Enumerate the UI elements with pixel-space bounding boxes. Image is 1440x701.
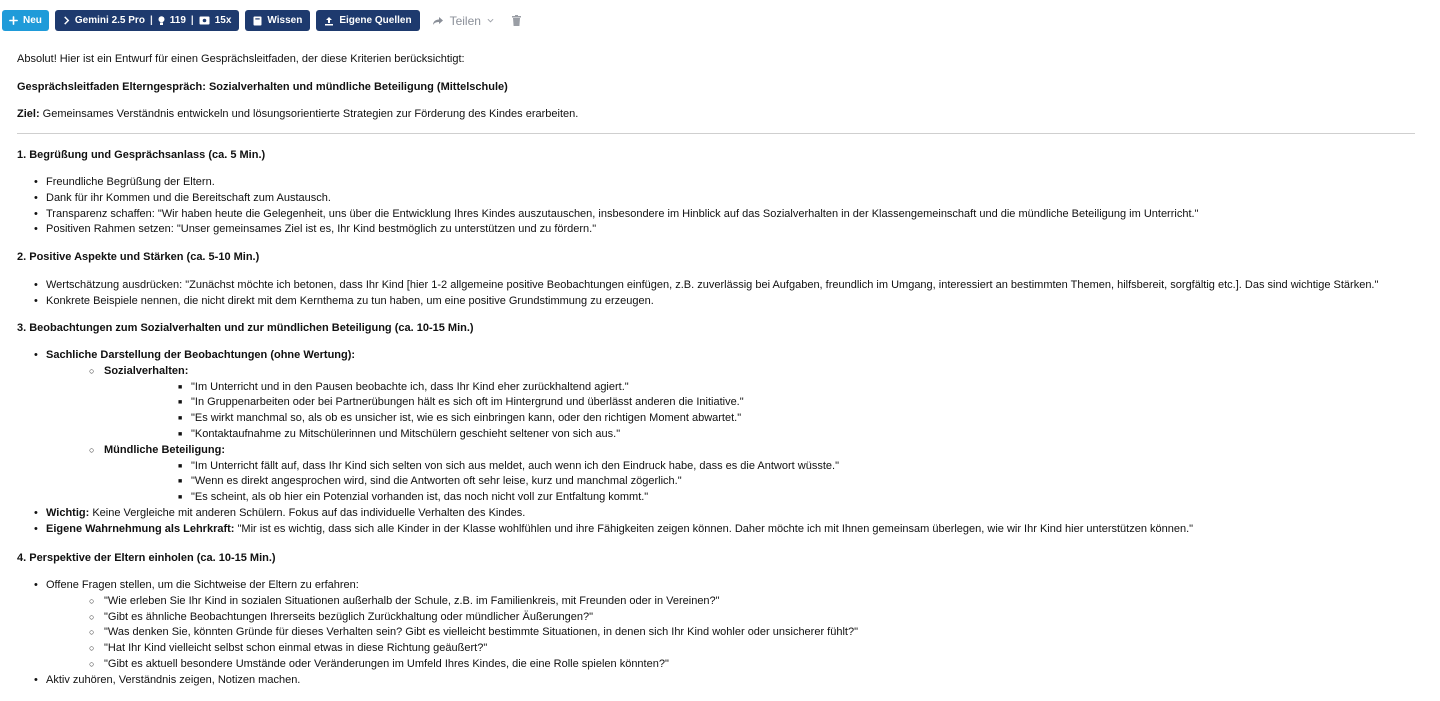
social-label: Sozialverhalten:	[104, 364, 189, 377]
new-button[interactable]	[2, 10, 49, 31]
share-label: Teilen	[449, 13, 481, 28]
important-text: Keine Vergleiche mit anderen Schülern. Fokus auf das individuelle Verhalten des Kindes.	[89, 506, 526, 519]
list-item	[17, 578, 858, 673]
questions-sublist	[46, 594, 858, 673]
list-item: ■ "In Gruppenarbeiten oder bei Partnerübungen hält es sich oft im Hintergrund und überlässt anderen die Initiative."	[104, 395, 1193, 411]
list-item: ○ "Was denken Sie, könnten Gründe für dieses Verhalten sein? Gibt es vielleicht bestimmte Situationen, in denen sich Ihr Kind wohler oder unsicherer fühlt?"	[46, 625, 858, 641]
new-button-label: Neu	[23, 15, 42, 26]
list-item	[17, 522, 1193, 538]
chevron-down-icon	[487, 18, 494, 23]
share-arrow-icon	[432, 16, 444, 26]
plus-icon	[9, 16, 18, 25]
chat-response	[17, 41, 1415, 701]
separator: |	[190, 15, 194, 26]
list-item: ■ "Im Unterricht und in den Pausen beobachte ich, dass Ihr Kind eher zurückhaltend agiert."	[104, 380, 1193, 396]
divider	[17, 133, 1415, 134]
media-count: 15x	[214, 15, 232, 26]
list-item: ■ "Es wirkt manchmal so, als ob es unsicher ist, wie es sich einbringen kann, oder den richtigen Moment abwartet."	[104, 411, 1193, 427]
list-item: ○ "Gibt es ähnliche Beobachtungen Ihrerseits bezüglich Zurückhaltung oder mündlicher Äußerungen?"	[46, 610, 858, 626]
list-item: • Positiven Rahmen setzen: "Unser gemeinsames Ziel ist es, Ihr Kind bestmöglich zu unterstützen und zu fördern."	[17, 222, 1198, 238]
idea-count: 119	[169, 15, 186, 26]
doc-title: Gesprächsleitfaden Elterngespräch: Sozialverhalten und mündliche Beteiligung (Mittelschule)	[17, 81, 508, 93]
list-item: ■ "Wenn es direkt angesprochen wird, sind die Antworten oft sehr leise, kurz und manchmal zögerlich."	[104, 474, 1193, 490]
section-3-list	[17, 348, 1193, 538]
perception-label: Eigene Wahrnehmung als Lehrkraft:	[46, 522, 235, 535]
list-item: • Aktiv zuhören, Verständnis zeigen, Notizen machen.	[17, 673, 858, 689]
section-1-list	[17, 175, 1198, 238]
model-label: Gemini 2.5 Pro	[74, 15, 145, 26]
list-item: • Wertschätzung ausdrücken: "Zunächst möchte ich betonen, dass Ihr Kind [hier 1-2 allgemeine positive Beobachtungen einfügen, z.B. zuverlässig bei Aufgaben, freundlich im Umgang, interessiert an bestimmten Themen, hilfsbereit, sorgfältig etc.]. Das sind wichtige Stärken."	[17, 278, 1378, 294]
knowledge-label: Wissen	[267, 15, 303, 26]
oral-sublist	[104, 459, 1193, 506]
observations-sublist	[46, 364, 1193, 506]
section-heading: 2. Positive Aspekte und Stärken (ca. 5-10 Min.)	[17, 251, 260, 263]
knowledge-button[interactable]	[245, 10, 310, 31]
list-item	[17, 506, 1193, 522]
list-item	[17, 348, 1193, 506]
list-item: ○ "Wie erleben Sie Ihr Kind in sozialen Situationen außerhalb der Schule, z.B. im Familienkreis, mit Freunden oder in Vereinen?"	[46, 594, 858, 610]
section-heading: 1. Begrüßung und Gesprächsanlass (ca. 5 Min.)	[17, 149, 266, 161]
list-item	[46, 364, 1193, 443]
perception-text: "Mir ist es wichtig, dass sich alle Kinder in der Klasse wohlfühlen und ihre Fähigkeiten zeigen können. Daher möchte ich mit Ihnen gemeinsam überlegen, wie wir Ihr Kind hier unterstützen können."	[234, 522, 1194, 535]
list-item: ○ "Hat Ihr Kind vielleicht selbst schon einmal etwas in diese Richtung geäußert?"	[46, 641, 858, 657]
goal-label: Ziel:	[17, 108, 40, 120]
lightbulb-icon	[158, 16, 165, 26]
intro-text: Absolut! Hier ist ein Entwurf für einen Gesprächsleitfaden, der diese Kriterien berücksichtigt:	[17, 53, 465, 65]
list-item: ■ "Im Unterricht fällt auf, dass Ihr Kind sich selten von sich aus meldet, auch wenn ich den Eindruck habe, dass es die Antwort wüsste."	[104, 459, 1193, 475]
model-selector-button[interactable]	[55, 10, 239, 31]
share-button[interactable]	[426, 10, 500, 31]
upload-icon	[324, 16, 334, 26]
own-sources-button[interactable]	[316, 10, 419, 31]
list-item	[46, 443, 1193, 506]
separator: |	[149, 15, 153, 26]
list-item: ■ "Es scheint, als ob hier ein Potenzial vorhanden ist, das noch nicht voll zur Entfaltung kommt."	[104, 490, 1193, 506]
list-item: • Dank für ihr Kommen und die Bereitschaft zum Austausch.	[17, 191, 1198, 207]
trash-icon	[512, 15, 521, 26]
list-item: • Konkrete Beispiele nennen, die nicht direkt mit dem Kernthema zu tun haben, um eine positive Grundstimmung zu erzeugen.	[17, 294, 1378, 310]
book-icon	[253, 16, 262, 26]
social-sublist	[104, 380, 1193, 443]
questions-intro: Offene Fragen stellen, um die Sichtweise der Eltern zu erfahren:	[46, 579, 359, 591]
section-heading: 4. Perspektive der Eltern einholen (ca. 10-15 Min.)	[17, 552, 276, 564]
toolbar	[0, 0, 1440, 42]
oral-label: Mündliche Beteiligung:	[104, 443, 225, 456]
section-4-list	[17, 578, 858, 689]
observations-label: Sachliche Darstellung der Beobachtungen (ohne Wertung):	[46, 349, 356, 361]
goal-paragraph	[17, 107, 578, 123]
list-item: ○ "Gibt es aktuell besondere Umstände oder Veränderungen im Umfeld Ihres Kindes, die eine Rolle spielen könnten?"	[46, 657, 858, 673]
important-label: Wichtig:	[46, 506, 90, 519]
image-icon	[199, 16, 210, 25]
list-item: • Transparenz schaffen: "Wir haben heute die Gelegenheit, uns über die Entwicklung Ihres Kindes auszutauschen, insbesondere im Hinblick auf das Sozialverhalten in der Klassengemeinschaft und die mündliche Beteiligung im Unterricht."	[17, 207, 1198, 223]
goal-text: Gemeinsames Verständnis entwickeln und lösungsorientierte Strategien zur Förderung des Kindes erarbeiten.	[39, 108, 579, 120]
section-2-list	[17, 278, 1378, 310]
own-sources-label: Eigene Quellen	[339, 15, 412, 26]
chevron-right-icon	[63, 16, 70, 25]
list-item: ■ "Kontaktaufnahme zu Mitschülerinnen und Mitschülern geschieht seltener von sich aus."	[104, 427, 1193, 443]
delete-button[interactable]	[506, 10, 527, 31]
list-item: • Freundliche Begrüßung der Eltern.	[17, 175, 1198, 191]
section-heading: 3. Beobachtungen zum Sozialverhalten und zur mündlichen Beteiligung (ca. 10-15 Min.)	[17, 322, 474, 334]
